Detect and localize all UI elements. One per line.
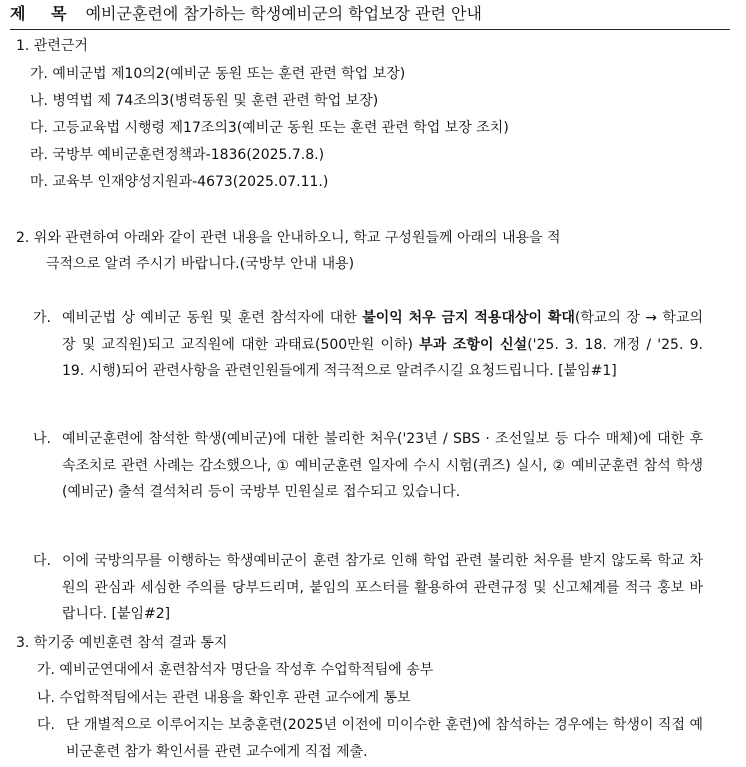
section2-heading-line2: 극적으로 알려 주시기 바랍니다.(국방부 안내 내용) (46, 256, 355, 272)
document-title: 예비군훈련에 참가하는 학생예비군의 학업보장 관련 안내 (85, 4, 482, 23)
section3-heading: 3. 학기중 예빈훈련 참석 결과 통지 (16, 635, 228, 651)
section1-item-ga: 가. 예비군법 제10의2(예비군 동원 또는 훈련 관련 학업 보장) (30, 66, 406, 82)
item-ga-emphasis-1: 불이익 처우 금지 적용대상이 확대 (362, 310, 575, 326)
section3-item-ga: 가. 예비군연대에서 훈련참석자 명단을 작성후 수업학적팀에 송부 (37, 662, 434, 678)
section1-item-ra: 라. 국방부 예비군훈련정책과-1836(2025.7.8.) (30, 147, 325, 163)
item-ga-text-2: (학교의 장 → 학교의 장 및 교직원)되고 교직원에 대한 과태료(500만원 이하) (62, 310, 703, 353)
item-marker: 나. (33, 431, 51, 447)
document-title-bar (10, 2, 730, 30)
section2-item-na (33, 426, 703, 506)
section1-heading: 1. 관련근거 (16, 38, 88, 54)
item-ga-text-3: ('25. 3. 18. 개정 / '25. 9. 19. 시행)되어 관련사항을 관련인원들에게 적극적으로 알려주시길 요청드립니다. [붙임#1] (62, 336, 703, 379)
item-ga-emphasis-2: 부과 조항이 신설 (419, 336, 528, 353)
section1-item-da: 다. 고등교육법 시행령 제17조의3(예비군 동원 또는 훈련 관련 학업 보장 조치) (30, 120, 509, 136)
section2-item-ga (33, 305, 703, 385)
section2-heading-line1: 2. 위와 관련하여 아래와 같이 관련 내용을 안내하오니, 학교 구성원들께 아래의 내용을 적 (16, 230, 561, 246)
section1-item-na: 나. 병역법 제 74조의3(병력동원 및 훈련 관련 학업 보장) (30, 93, 379, 109)
item-da-text: 단 개별적으로 이루어지는 보충훈련(2025년 이전에 미이수한 훈련)에 참석하는 경우에는 학생이 직접 예비군훈련 참가 확인서를 관련 교수에게 직접 제출. (66, 717, 703, 760)
item-marker: 다. (33, 553, 51, 569)
item-ga-text-1: 예비군법 상 예비군 동원 및 훈련 참석자에 대한 (62, 310, 363, 326)
section3-item-da (37, 712, 703, 765)
title-label: 제 목 (10, 4, 77, 23)
item-da-text: 이에 국방의무를 이행하는 학생예비군이 훈련 참가로 인해 학업 관련 불리한 처우를 받지 않도록 학교 차원의 관심과 세심한 주의를 당부드리며, 붙임의 포스터를 활용하여 관련규정 및 신고체계를 적극 홍보 바랍니다. [붙임#2] (62, 553, 703, 622)
item-marker: 다. (37, 717, 55, 733)
section3-item-na: 나. 수업학적팀에서는 관련 내용을 확인후 관련 교수에게 통보 (37, 690, 411, 706)
item-na-text: 예비군훈련에 참석한 학생(예비군)에 대한 불리한 처우('23년 / SBS · 조선일보 등 다수 매체)에 대한 후속조치로 관련 사례는 감소했으나, ① 예비군훈련 일자에 수시 시험(퀴즈) 실시, ② 예비군훈련 참석 학생(예비군) 출석 결석처리 등이 국방부 민원실로 접수되고 있습니다. (62, 431, 703, 500)
section1-item-ma: 마. 교육부 인재양성지원과-4673(2025.07.11.) (30, 174, 329, 190)
section2-item-da (33, 548, 703, 628)
item-marker: 가. (33, 310, 51, 326)
